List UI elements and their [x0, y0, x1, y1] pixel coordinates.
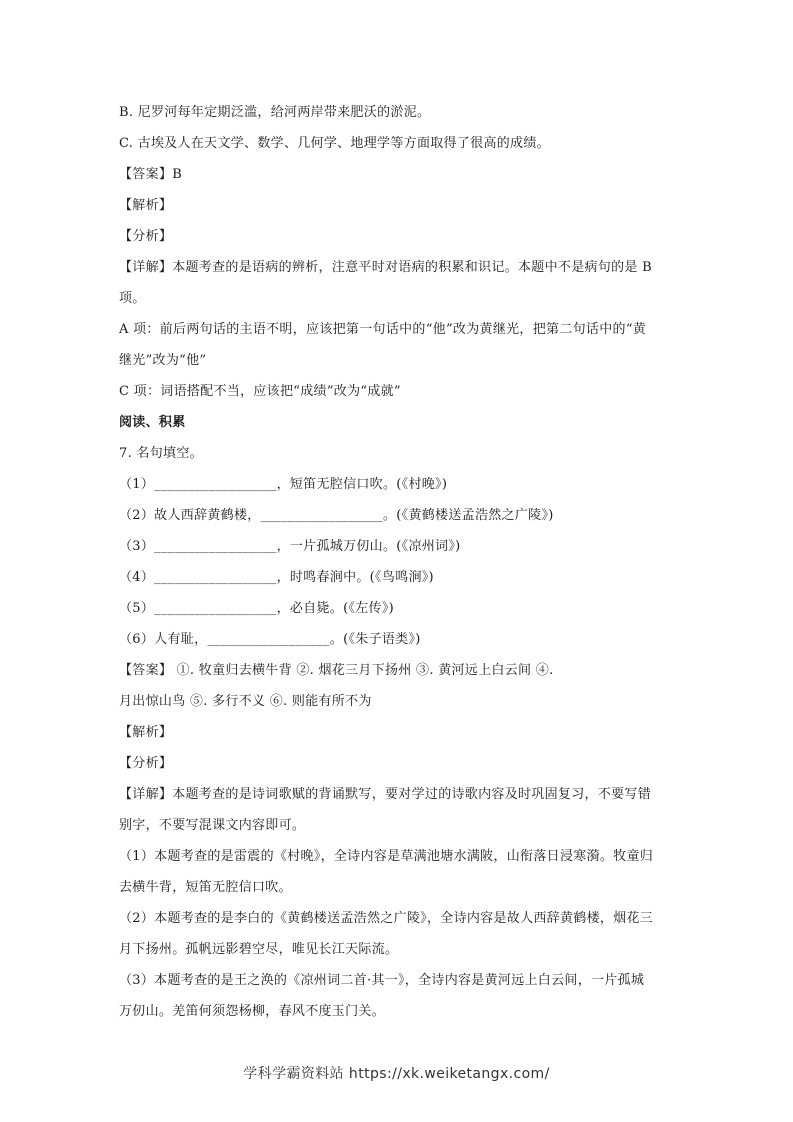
- fill-blank-item: （6）人有耻，__________________。(《朱子语类》): [119, 632, 421, 647]
- explanation-line: （2）本题考查的是李白的《黄鹤楼送孟浩然之广陵》，全诗内容是故人西辞黄鹤楼，烟花三: [119, 911, 654, 926]
- fill-blank-item: （1）__________________，短笛无腔信口吹。(《村晚》): [119, 477, 448, 492]
- fill-blank-item: （2）故人西辞黄鹤楼，__________________。(《黄鹤楼送孟浩然之广陵》): [119, 508, 554, 523]
- question-title: 7. 名句填空。: [119, 446, 203, 461]
- explanation-line: （1）本题考查的是雷震的《村晚》，全诗内容是草满池塘水满陂，山衔落日浸寒漪。牧童归: [119, 849, 654, 864]
- explanation-line: 去横牛背，短笛无腔信口吹。: [119, 880, 292, 895]
- analysis-label: 【解析】: [119, 725, 173, 740]
- option-b: B. 尼罗河每年定期泛滥，给河两岸带来肥沃的淤泥。: [119, 105, 431, 120]
- explanation-line: 月下扬州。孤帆远影碧空尽，唯见长江天际流。: [119, 942, 399, 957]
- section-heading: 阅读、积累: [119, 415, 186, 430]
- explanation-line: 继光”改为“他”: [119, 353, 207, 368]
- fill-blank-item: （4）__________________，时鸣春涧中。(《鸟鸣涧》): [119, 570, 434, 585]
- analysis-sub-label: 【分析】: [119, 229, 173, 244]
- explanation-line: 项。: [119, 291, 146, 306]
- analysis-sub-label: 【分析】: [119, 756, 173, 771]
- explanation-line: 【详解】本题考查的是语病的辨析，注意平时对语病的积累和识记。本题中不是病句的是 B: [119, 260, 652, 275]
- explanation-line: 别字，不要写混课文内容即可。: [119, 818, 306, 833]
- option-c: C. 古埃及人在天文学、数学、几何学、地理学等方面取得了很高的成绩。: [119, 136, 550, 151]
- page-footer: 学科学霸资料站 https://xk.weiketangx.com/: [243, 1066, 550, 1082]
- explanation-line: 【详解】本题考查的是诗词歌赋的背诵默写，要对学过的诗歌内容及时巩固复习，不要写错: [119, 787, 652, 802]
- fill-blank-item: （3）__________________，一片孤城万仞山。(《凉州词》): [119, 539, 461, 554]
- answer-line: 月出惊山鸟 ⑤. 多行不义 ⑥. 则能有所不为: [119, 694, 372, 709]
- answer-label: 【答案】B: [119, 167, 183, 182]
- explanation-line: （3）本题考查的是王之涣的《凉州词二首·其一》，全诗内容是黄河远上白云间，一片孤城: [119, 973, 645, 988]
- explanation-line: A 项：前后两句话的主语不明，应该把第一句话中的“他”改为黄继光，把第二句话中的“黄: [119, 322, 647, 337]
- explanation-line: C 项：词语搭配不当，应该把“成绩”改为“成就”: [119, 384, 401, 399]
- analysis-label: 【解析】: [119, 198, 173, 213]
- answer-line: 【答案】 ①. 牧童归去横牛背 ②. 烟花三月下扬州 ③. 黄河远上白云间 ④.: [119, 663, 554, 678]
- fill-blank-item: （5）__________________，必自毙。(《左传》): [119, 601, 395, 616]
- explanation-line: 万仞山。羌笛何须怨杨柳，春风不度玉门关。: [119, 1004, 386, 1019]
